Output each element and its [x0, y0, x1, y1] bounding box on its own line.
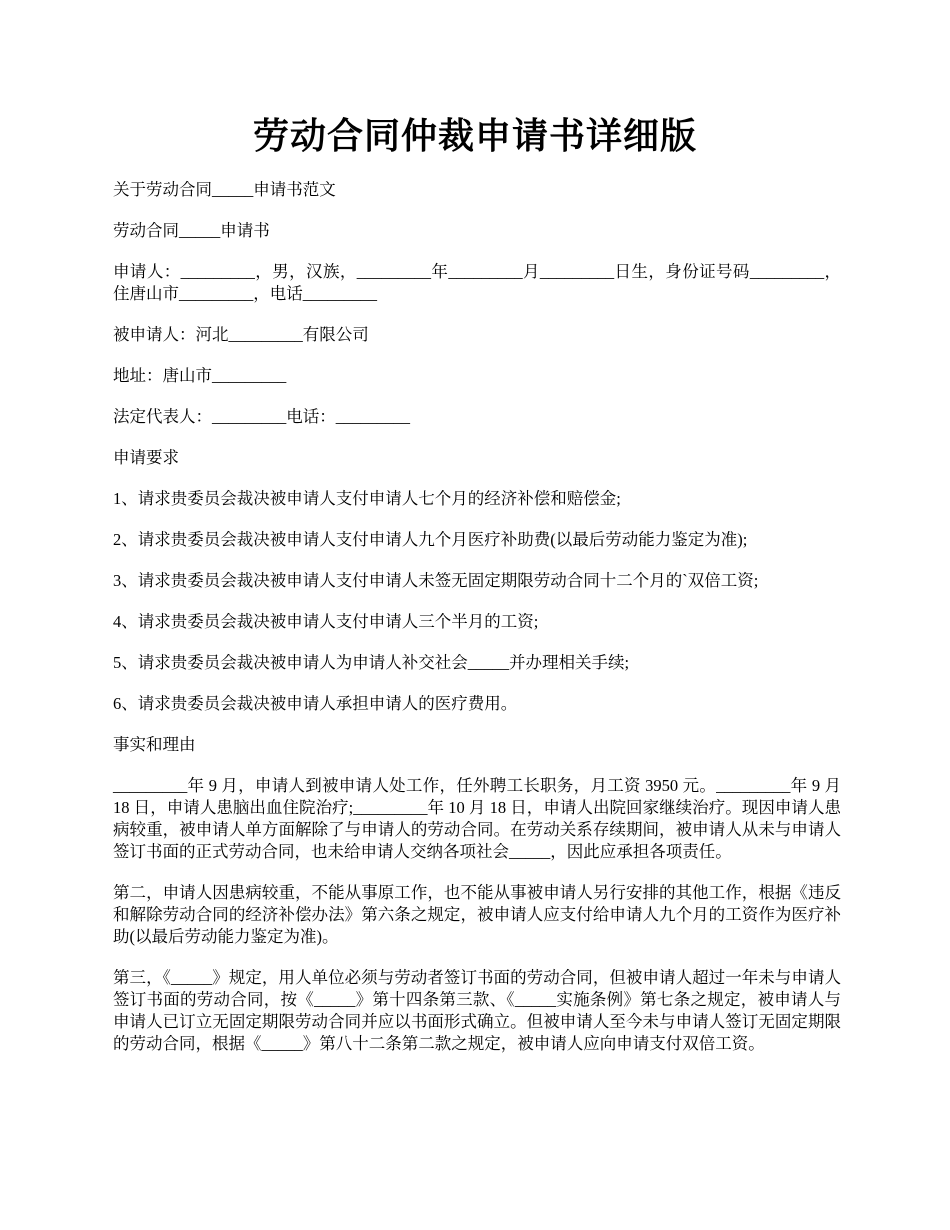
document-body	[113, 179, 841, 1074]
paragraph-applicant: 申请人：_________，男，汉族，_________年_________月_________日生，身份证号码_________，住唐山市_________，电话_________	[113, 262, 841, 303]
paragraph-address: 地址：唐山市_________	[113, 366, 287, 385]
paragraph-respondent: 被申请人：河北_________有限公司	[113, 325, 369, 344]
paragraph-facts-1: _________年 9 月，申请人到被申请人处工作，任外聘工长职务，月工资 3950 元。_________年 9 月 18 日，申请人患脑出血住院治疗;_________年 10 月 18 日，申请人出院回家继续治疗。现因申请人患病较重，被申请人单方面解除了与申请人的劳动合同。在劳动关系存续期间，被申请人从未与申请人签订书面的正式劳动合同，也未给申请人交纳各项社会_____，因此应承担各项责任。	[113, 776, 842, 861]
paragraph-request-5: 5、请求贵委员会裁决被申请人为申请人补交社会_____并办理相关手续;	[113, 653, 630, 672]
paragraph-request-4: 4、请求贵委员会裁决被申请人支付申请人三个半月的工资;	[113, 612, 539, 631]
paragraph-requests-heading: 申请要求	[113, 448, 179, 467]
paragraph-heading-intro: 关于劳动合同_____申请书范文	[113, 180, 336, 199]
paragraph-facts-2: 第二，申请人因患病较重，不能从事原工作，也不能从事被申请人另行安排的其他工作，根据《违反和解除劳动合同的经济补偿办法》第六条之规定，被申请人应支付给申请人九个月的工资作为医疗补助(以最后劳动能力鉴定为准)。	[113, 883, 841, 946]
paragraph-request-6: 6、请求贵委员会裁决被申请人承担申请人的医疗费用。	[113, 694, 518, 713]
paragraph-request-3: 3、请求贵委员会裁决被申请人支付申请人未签无固定期限劳动合同十二个月的`双倍工资;	[113, 571, 759, 590]
paragraph-request-1: 1、请求贵委员会裁决被申请人支付申请人七个月的经济补偿和赔偿金;	[113, 489, 621, 508]
paragraph-facts-3: 第三，《_____》规定，用人单位必须与劳动者签订书面的劳动合同，但被申请人超过一年未与申请人签订书面的劳动合同，按《_____》第十四条第三款、《_____实施条例》第七条之规定，被申请人与申请人已订立无固定期限劳动合同并应以书面形式确立。但被申请人至今未与申请人签订无固定期限的劳动合同，根据《_____》第八十二条第二款之规定，被申请人应向申请支付双倍工资。	[113, 968, 841, 1053]
document-title: 劳动合同仲裁申请书详细版	[252, 116, 697, 156]
paragraph-subheading: 劳动合同_____申请书	[113, 221, 270, 240]
paragraph-request-2: 2、请求贵委员会裁决被申请人支付申请人九个月医疗补助费(以最后劳动能力鉴定为准);	[113, 530, 748, 549]
paragraph-legal-representative: 法定代表人：_________电话：_________	[113, 407, 410, 426]
paragraph-facts-heading: 事实和理由	[113, 735, 196, 754]
